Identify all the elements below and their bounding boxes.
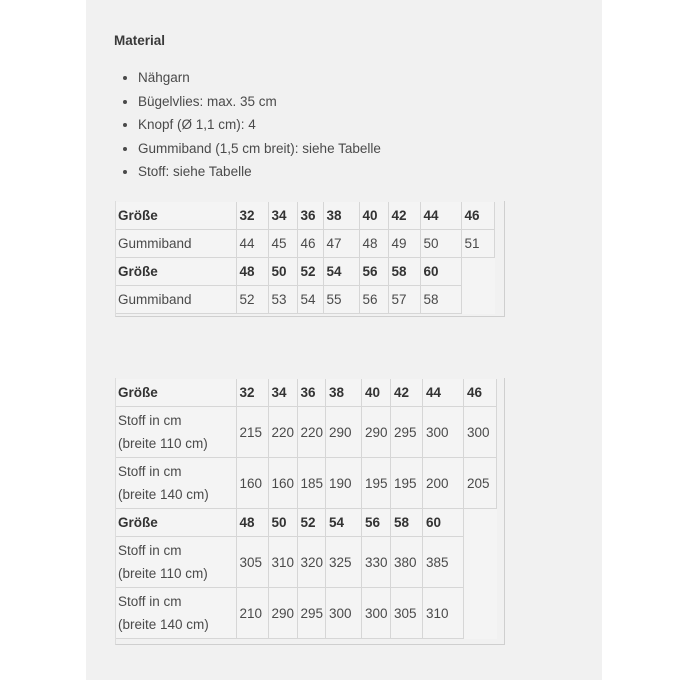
table-cell: 295 bbox=[297, 588, 326, 639]
table-cell: 305 bbox=[236, 537, 268, 588]
row-label-line: Stoff in cm bbox=[118, 543, 182, 558]
fabric-size-table bbox=[115, 379, 497, 639]
header-cell: 36 bbox=[297, 379, 326, 407]
header-cell: 32 bbox=[236, 379, 268, 407]
table-row bbox=[115, 286, 494, 314]
empty-cell bbox=[461, 258, 494, 286]
row-label bbox=[115, 588, 236, 639]
table-cell: 215 bbox=[236, 407, 268, 458]
table-cell: 160 bbox=[268, 458, 297, 509]
table-cell: 290 bbox=[268, 588, 297, 639]
table-cell: 305 bbox=[391, 588, 423, 639]
table-cell: 195 bbox=[391, 458, 423, 509]
table-cell: 190 bbox=[326, 458, 362, 509]
table-cell: 320 bbox=[297, 537, 326, 588]
table-row bbox=[115, 230, 494, 258]
header-cell: Größe bbox=[115, 258, 236, 286]
table-cell: Gummiband bbox=[115, 286, 236, 314]
header-cell: 54 bbox=[323, 258, 359, 286]
list-item: • Gummiband (1,5 cm breit): siehe Tabelle bbox=[138, 137, 381, 161]
table-cell: 56 bbox=[359, 286, 388, 314]
header-cell: 58 bbox=[388, 258, 420, 286]
content-panel bbox=[86, 0, 602, 680]
table-cell: 185 bbox=[297, 458, 326, 509]
header-cell: 44 bbox=[423, 379, 464, 407]
section-heading: Material bbox=[114, 33, 166, 48]
header-cell: 60 bbox=[423, 509, 464, 537]
table-row bbox=[115, 458, 497, 509]
table-row bbox=[115, 588, 497, 639]
list-item: • Stoff: siehe Tabelle bbox=[138, 160, 381, 184]
table-row bbox=[115, 407, 497, 458]
table-cell: Gummiband bbox=[115, 230, 236, 258]
table-cell: 290 bbox=[326, 407, 362, 458]
table-cell: 45 bbox=[268, 230, 297, 258]
header-cell: 40 bbox=[362, 379, 391, 407]
table-cell: 310 bbox=[423, 588, 464, 639]
table-row bbox=[115, 509, 497, 537]
header-cell: 56 bbox=[362, 509, 391, 537]
table-cell: 300 bbox=[326, 588, 362, 639]
row-label bbox=[115, 407, 236, 458]
table-cell: 44 bbox=[236, 230, 268, 258]
header-cell: 46 bbox=[464, 379, 497, 407]
row-label-line: Stoff in cm bbox=[118, 594, 182, 609]
header-cell: 54 bbox=[326, 509, 362, 537]
header-cell: 38 bbox=[326, 379, 362, 407]
table-cell: 300 bbox=[464, 407, 497, 458]
header-cell: 48 bbox=[236, 509, 268, 537]
header-cell: 38 bbox=[323, 202, 359, 230]
table-cell: 200 bbox=[423, 458, 464, 509]
elastic-size-table bbox=[115, 202, 495, 314]
row-label bbox=[115, 458, 236, 509]
table-cell: 220 bbox=[297, 407, 326, 458]
list-item: • Nähgarn bbox=[138, 66, 381, 90]
table-cell: 210 bbox=[236, 588, 268, 639]
table-cell: 54 bbox=[297, 286, 323, 314]
header-cell: 56 bbox=[359, 258, 388, 286]
table-cell: 49 bbox=[388, 230, 420, 258]
table-cell: 205 bbox=[464, 458, 497, 509]
materials-list bbox=[122, 66, 381, 184]
table-row bbox=[115, 258, 494, 286]
table-cell: 48 bbox=[359, 230, 388, 258]
table-cell: 295 bbox=[391, 407, 423, 458]
header-cell: 46 bbox=[461, 202, 494, 230]
row-label bbox=[115, 537, 236, 588]
row-label-line: (breite 140 cm) bbox=[118, 617, 209, 632]
table-row bbox=[115, 202, 494, 230]
row-label-line: (breite 140 cm) bbox=[118, 487, 209, 502]
header-cell: 52 bbox=[297, 509, 326, 537]
header-cell: Größe bbox=[115, 202, 236, 230]
table-row bbox=[115, 537, 497, 588]
header-cell: 50 bbox=[268, 258, 297, 286]
row-label-line: (breite 110 cm) bbox=[118, 436, 208, 451]
table-cell: 330 bbox=[362, 537, 391, 588]
table-cell: 300 bbox=[362, 588, 391, 639]
table-cell: 380 bbox=[391, 537, 423, 588]
empty-cell bbox=[464, 509, 497, 537]
header-cell: Größe bbox=[115, 379, 236, 407]
list-item: • Knopf (Ø 1,1 cm): 4 bbox=[138, 113, 381, 137]
table-cell: 50 bbox=[420, 230, 461, 258]
table-cell: 325 bbox=[326, 537, 362, 588]
table-cell: 310 bbox=[268, 537, 297, 588]
table-cell: 290 bbox=[362, 407, 391, 458]
row-label-line: Stoff in cm bbox=[118, 464, 182, 479]
table-row bbox=[115, 379, 497, 407]
table-cell: 47 bbox=[323, 230, 359, 258]
header-cell: 32 bbox=[236, 202, 268, 230]
empty-cell bbox=[464, 588, 497, 639]
header-cell: 36 bbox=[297, 202, 323, 230]
table-cell: 46 bbox=[297, 230, 323, 258]
header-cell: 44 bbox=[420, 202, 461, 230]
list-item: • Bügelvlies: max. 35 cm bbox=[138, 90, 381, 114]
header-cell: 34 bbox=[268, 379, 297, 407]
table-cell: 53 bbox=[268, 286, 297, 314]
table-cell: 385 bbox=[423, 537, 464, 588]
header-cell: 52 bbox=[297, 258, 323, 286]
header-cell: 48 bbox=[236, 258, 268, 286]
table-cell: 52 bbox=[236, 286, 268, 314]
row-label-line: Stoff in cm bbox=[118, 413, 182, 428]
header-cell: 40 bbox=[359, 202, 388, 230]
header-cell: Größe bbox=[115, 509, 236, 537]
table-cell: 57 bbox=[388, 286, 420, 314]
header-cell: 58 bbox=[391, 509, 423, 537]
header-cell: 42 bbox=[388, 202, 420, 230]
table-cell: 195 bbox=[362, 458, 391, 509]
table-cell: 160 bbox=[236, 458, 268, 509]
table-cell: 55 bbox=[323, 286, 359, 314]
empty-cell bbox=[464, 537, 497, 588]
header-cell: 34 bbox=[268, 202, 297, 230]
table-cell: 220 bbox=[268, 407, 297, 458]
table-cell: 58 bbox=[420, 286, 461, 314]
header-cell: 42 bbox=[391, 379, 423, 407]
row-label-line: (breite 110 cm) bbox=[118, 566, 208, 581]
table-cell: 300 bbox=[423, 407, 464, 458]
table-cell: 51 bbox=[461, 230, 494, 258]
header-cell: 50 bbox=[268, 509, 297, 537]
empty-cell bbox=[461, 286, 494, 314]
header-cell: 60 bbox=[420, 258, 461, 286]
